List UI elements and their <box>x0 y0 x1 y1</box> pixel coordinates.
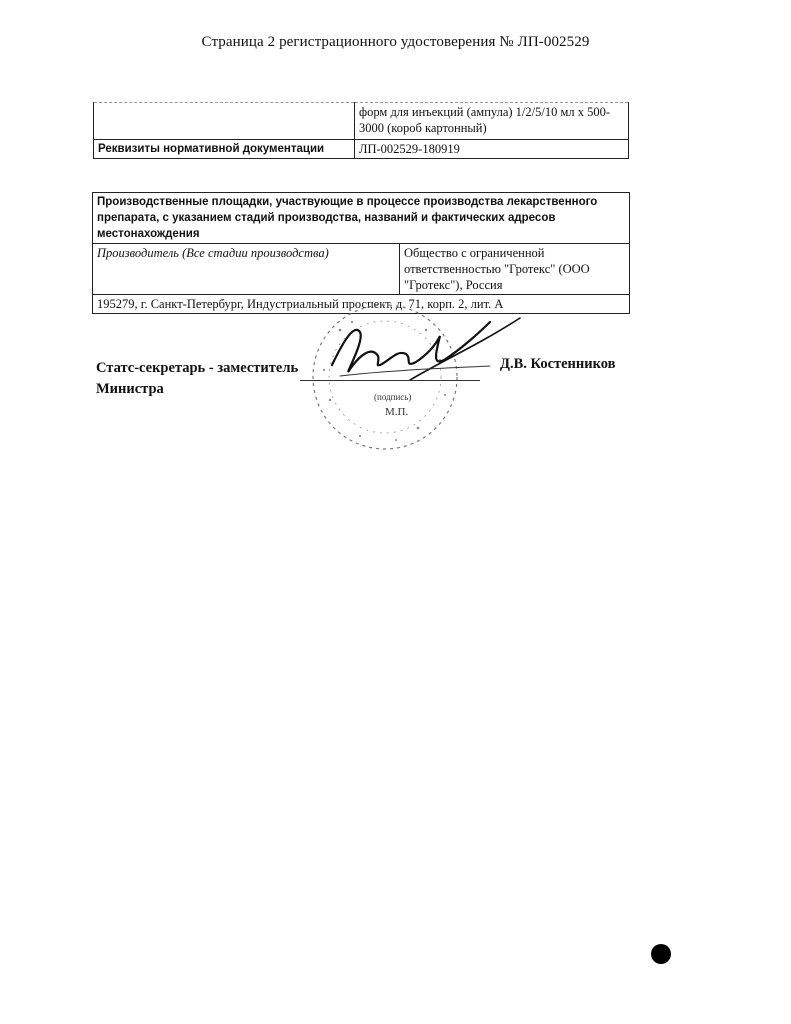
signer-title-line2: Министра <box>96 381 164 397</box>
signature-caption: (подпись) <box>374 392 412 402</box>
signer-title-line1: Статс-секретарь - заместитель <box>96 360 299 376</box>
table-row <box>93 244 630 295</box>
table-cell-empty <box>94 103 355 140</box>
registration-details-table <box>93 102 629 159</box>
normative-docs-label: Реквизиты нормативной документации <box>94 140 355 159</box>
manufacturer-role-cell: Производитель (Все стадии производства) <box>93 244 400 295</box>
table-row <box>93 193 630 244</box>
manufacturer-name-cell: Общество с ограниченной ответственностью "Гротекс" (ООО "Гротекс"), Россия <box>400 244 630 295</box>
manufacturer-address-cell: 195279, г. Санкт-Петербург, Индустриальный проспект, д. 71, корп. 2, лит. А <box>93 295 630 314</box>
page-header: Страница 2 регистрационного удостоверения № ЛП-002529 <box>201 34 590 50</box>
production-sites-heading: Производственные площадки, участвующие в процессе производства лекарственного препарата, с указанием стадий производства, названий и фактических адресов местонахождения <box>93 193 630 244</box>
normative-docs-value: ЛП-002529-180919 <box>355 140 629 159</box>
table-row <box>94 140 629 159</box>
seal-label: М.П. <box>385 406 409 418</box>
signer-name: Д.В. Костенников <box>500 356 616 372</box>
signer-title <box>96 358 298 400</box>
page-marker-dot <box>651 944 671 964</box>
signature-line <box>300 380 480 381</box>
dosage-form-packaging-cell: форм для инъекций (ампула) 1/2/5/10 мл х 500-3000 (короб картонный) <box>355 103 629 140</box>
handwritten-signature <box>320 310 530 400</box>
table-row <box>94 103 629 140</box>
production-sites-table <box>92 192 630 314</box>
